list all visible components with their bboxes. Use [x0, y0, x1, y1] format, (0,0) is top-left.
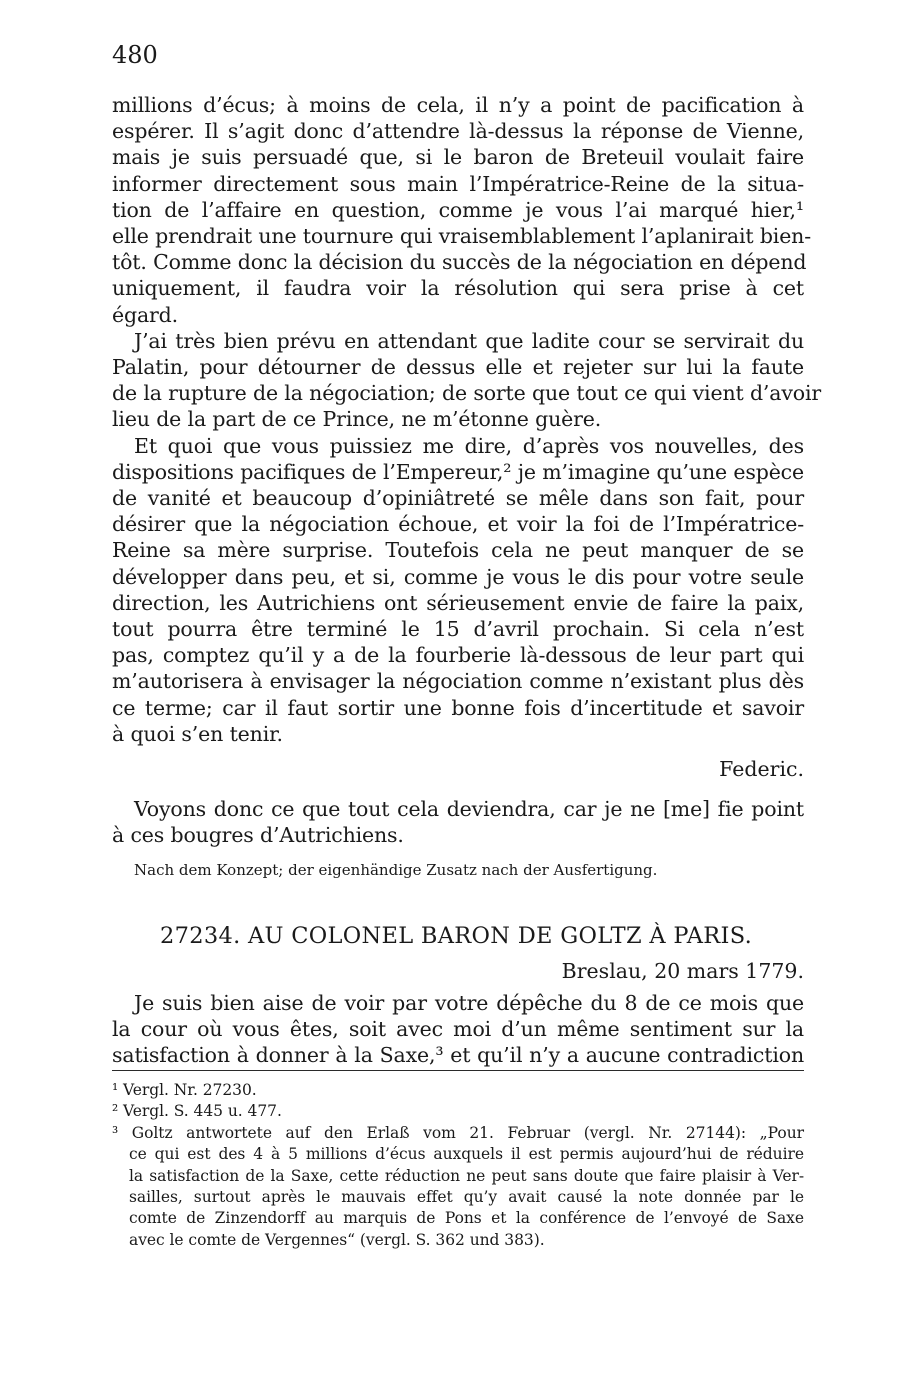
body-line: espérer. Il s’agit donc d’attendre là-dessus la réponse de Vienne,	[112, 119, 804, 144]
body-line: désirer que la négociation échoue, et voir la foi de l’Impératrice-	[112, 512, 804, 537]
body-line: de vanité et beaucoup d’opiniâtreté se mêle dans son fait, pour	[112, 486, 804, 511]
footnote-line: comte de Zinzendorff au marquis de Pons et la conférence de l’envoyé de Saxe	[129, 1209, 804, 1228]
postscript	[112, 796, 804, 848]
body-line: lieu de la part de ce Prince, ne m’étonne guère.	[112, 407, 602, 432]
body-line: millions d’écus; à moins de cela, il n’y a point de pacification à	[112, 93, 804, 117]
page-number: 480	[112, 41, 158, 69]
letter-body-continued	[112, 92, 822, 747]
footnote-line: ² Vergl. S. 445 u. 477.	[112, 1102, 282, 1121]
body-line: elle prendrait une tournure qui vraisemblablement l’aplanirait bien-	[112, 224, 812, 249]
letter-line: la cour où vous êtes, soit avec moi d’un même sentiment sur la	[112, 1017, 804, 1042]
footnote-line: ¹ Vergl. Nr. 27230.	[112, 1081, 257, 1099]
body-line: de la rupture de la négociation; de sorte que tout ce qui vient d’avoir	[112, 381, 822, 406]
postscript-line: à ces bougres d’Autrichiens.	[112, 823, 404, 848]
body-line: tout pourra être terminé le 15 d’avril prochain. Si cela n’est	[112, 617, 804, 642]
source-note: Nach dem Konzept; der eigenhändige Zusatz nach der Ausfertigung.	[134, 861, 658, 879]
footnote-line: ³ Goltz antwortete auf den Erlaß vom 21. Februar (vergl. Nr. 27144): „Pour	[112, 1123, 804, 1142]
footnotes	[112, 1080, 804, 1251]
body-line: tion de l’affaire en question, comme je vous l’ai marqué hier,¹	[112, 197, 804, 222]
body-line: Reine sa mère surprise. Toutefois cela ne peut manquer de se	[112, 538, 804, 563]
body-line: J’ai très bien prévu en attendant que ladite cour se servirait du	[134, 328, 804, 353]
body-line: mais je suis persuadé que, si le baron de Breteuil voulait faire	[112, 145, 804, 170]
footnote-line: la satisfaction de la Saxe, cette réduction ne peut sans doute que faire plaisir à Ver-	[129, 1166, 804, 1185]
body-line: à quoi s’en tenir.	[112, 721, 283, 746]
body-line: Palatin, pour détourner de dessus elle et rejeter sur lui la faute	[112, 355, 804, 380]
body-line: égard.	[112, 302, 179, 327]
signature: Federic.	[719, 757, 804, 781]
body-line: pas, comptez qu’il y a de la fourberie là-dessous de leur part qui	[112, 643, 804, 668]
body-line: uniquement, il faudra voir la résolution qui sera prise à cet	[112, 276, 804, 301]
body-line: ce terme; car il faut sortir une bonne fois d’incertitude et savoir	[112, 695, 804, 720]
letter-place-date: Breslau, 20 mars 1779.	[561, 959, 804, 983]
body-line: direction, les Autrichiens ont sérieusement envie de faire la paix,	[112, 590, 804, 615]
footnote-line: ce qui est des 4 à 5 millions d’écus auxquels il est permis aujourd’hui de réduire	[129, 1145, 804, 1164]
body-line: informer directement sous main l’Impératrice-Reine de la situa-	[112, 171, 804, 196]
letter-body	[112, 990, 804, 1069]
body-line: m’autorisera à envisager la négociation comme n’existant plus dès	[112, 669, 804, 694]
body-line: tôt. Comme donc la décision du succès de la négociation en dépend	[112, 250, 807, 275]
letter-line: Je suis bien aise de voir par votre dépêche du 8 de ce mois que	[134, 991, 804, 1015]
letter-line: satisfaction à donner à la Saxe,³ et qu’il n’y a aucune contradiction	[112, 1043, 804, 1068]
postscript-line: Voyons donc ce que tout cela deviendra, car je ne [me] fie point	[134, 797, 804, 821]
footnote-line: avec le comte de Vergennes“ (vergl. S. 362 und 383).	[129, 1230, 545, 1249]
body-line: Et quoi que vous puissiez me dire, d’après vos nouvelles, des	[134, 433, 804, 458]
footnote-divider	[112, 1070, 804, 1071]
body-line: développer dans peu, et si, comme je vous le dis pour votre seule	[112, 564, 804, 589]
footnote-line: sailles, surtout après le mauvais effet qu’y avait causé la note donnée par le	[129, 1188, 804, 1207]
letter-heading: 27234. AU COLONEL BARON DE GOLTZ À PARIS.	[160, 923, 753, 949]
body-line: dispositions pacifiques de l’Empereur,² je m’imagine qu’une espèce	[112, 459, 804, 484]
